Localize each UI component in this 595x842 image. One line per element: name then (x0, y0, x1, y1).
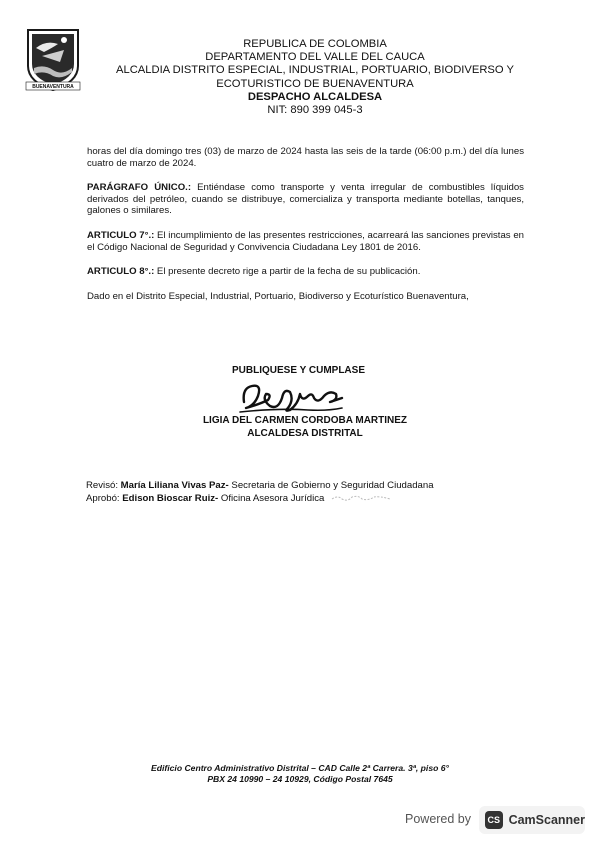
article-8-text: El presente decreto rige a partir de la fecha de su publicación. (154, 266, 421, 278)
signer-title: ALCALDESA DISTRITAL (247, 428, 363, 439)
footer-phone: PBX 24 10990 – 24 10929, Código Postal 7645 (207, 774, 393, 785)
reviewed-by-label: Revisó: (86, 480, 118, 491)
footer-address: Edificio Centro Administrativo Distrital – CAD Calle 2ª Carrera. 3ª, piso 6° (151, 763, 449, 773)
powered-by-label: Powered by (405, 812, 472, 826)
camscanner-icon-text: CS (487, 815, 501, 825)
approved-by-name: Edison Bioscar Ruiz- (119, 493, 219, 504)
logo-caption: BUENAVENTURA (32, 84, 74, 90)
article-7-text: El incumplimiento de las presentes restricciones, acarreará las sanciones previstas en el Código Nacional de Seguridad y Convivencia Ciudadana Ley 1801 de 2016. (87, 229, 524, 253)
signer-name: LIGIA DEL CARMEN CORDOBA MARTINEZ (202, 415, 408, 426)
header-nit: NIT: 890 399 045-3 (267, 104, 363, 117)
camscanner-badge (479, 806, 585, 834)
header-municipality-cont: ECOTURISTICO DE BUENAVENTURA (216, 77, 414, 90)
reviewed-by-role: Secretaria de Gobierno y Seguridad Ciudadana (228, 480, 434, 491)
initials-scribble-icon (330, 493, 392, 503)
camscanner-brand: CamScanner (508, 813, 585, 827)
article-7-label: ARTICULO 7°.: (87, 229, 155, 241)
camscanner-icon (485, 811, 503, 829)
approved-by-line (86, 492, 434, 505)
signer-block (190, 414, 420, 440)
header-department: DEPARTAMENTO DEL VALLE DEL CAUCA (205, 51, 425, 64)
reviewed-by-line (86, 479, 434, 492)
header-office: DESPACHO ALCALDESA (247, 90, 383, 103)
approved-by-label: Aprobó: (86, 493, 120, 504)
approved-by-role: Oficina Asesora Jurídica (218, 493, 325, 504)
paragraph-unico (87, 182, 524, 217)
handwritten-signature-icon (238, 374, 346, 418)
header-country: REPUBLICA DE COLOMBIA (243, 38, 387, 50)
paragraph-unico-text: Entiéndase como transporte y venta irregular de combustibles líquidos derivados del petróleo, cuando se distribuye, comercializa y transporta mediante botellas, tanques, galones o similares. (87, 182, 524, 217)
paragraph-schedule: horas del día domingo tres (03) de marzo de 2024 hasta las seis de la tarde (06:00 p.m.) del día lunes cuatro de marzo de 2024. (87, 146, 524, 169)
article-8-label: ARTICULO 8°.: (87, 266, 155, 278)
reviewed-by-name: María Liliana Vivas Paz- (118, 480, 229, 491)
document-body (87, 146, 524, 315)
header-municipality: ALCALDIA DISTRITO ESPECIAL, INDUSTRIAL, PORTUARIO, BIODIVERSO Y (116, 64, 514, 77)
document-header (80, 38, 550, 117)
review-block (86, 479, 434, 505)
publiquese-heading: PUBLIQUESE Y CUMPLASE (232, 365, 365, 376)
document-footer (100, 763, 500, 786)
article-8 (87, 266, 524, 278)
paragraph-unico-label: PARÁGRAFO ÚNICO.: (87, 182, 192, 194)
paragraph-given: Dado en el Distrito Especial, Industrial, Portuario, Biodiverso y Ecoturístico Buenaventura, (87, 290, 469, 302)
buenaventura-coat-of-arms-icon (24, 26, 82, 94)
article-7 (87, 230, 524, 253)
